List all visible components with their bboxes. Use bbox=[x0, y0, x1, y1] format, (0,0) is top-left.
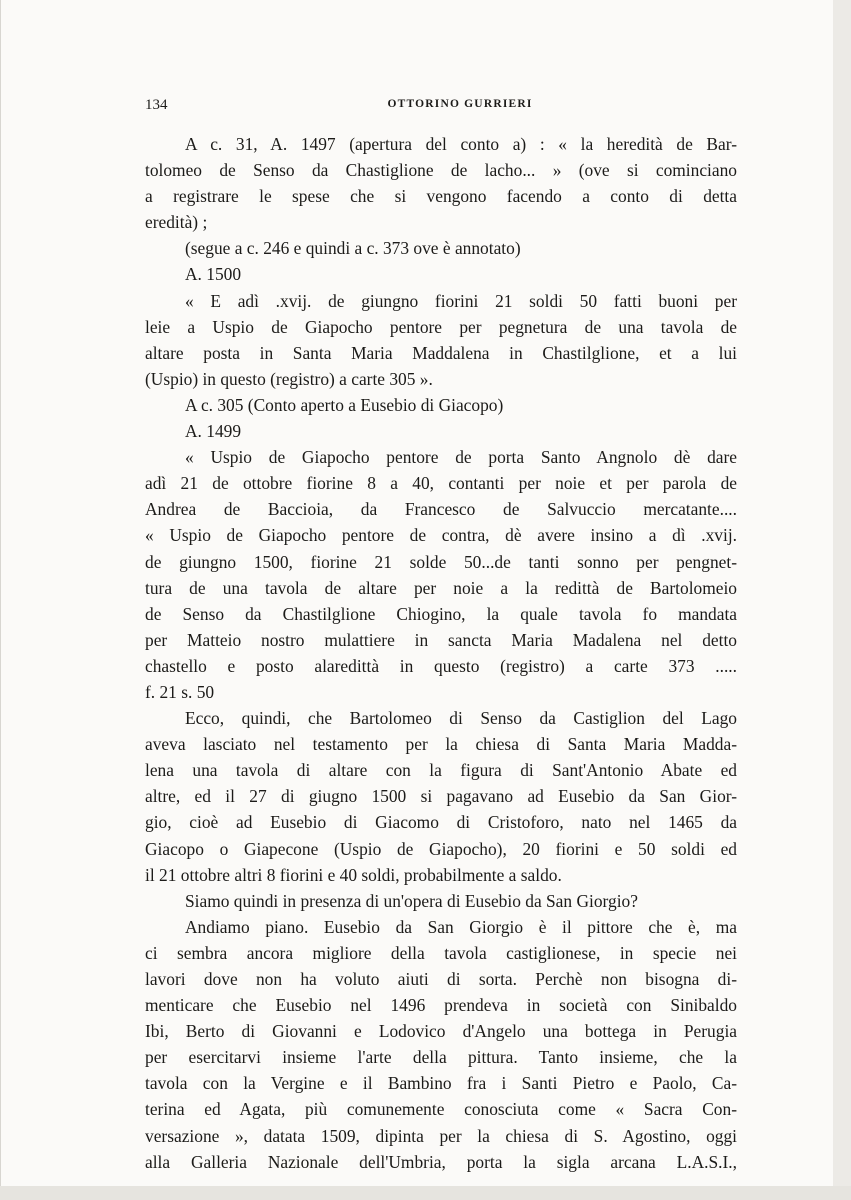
text-line: per esercitarvi insieme l'arte della pittura. Tanto insieme, che la bbox=[145, 1047, 737, 1068]
text-line: (Uspio) in questo (registro) a carte 305 ». bbox=[145, 368, 433, 389]
text-line: lavori dove non ha voluto aiuti di sorta. Perchè non bisogna di- bbox=[145, 969, 737, 989]
page-number: 134 bbox=[145, 97, 168, 113]
text-line: « Uspio de Giapocho pentore de contra, dè avere insino a dì .xvij. bbox=[145, 525, 737, 546]
text-line: A. 1500 bbox=[185, 264, 242, 285]
text-line: de Senso da Chastilglione Chiogino, la quale tavola fo mandata bbox=[145, 603, 737, 624]
text-line: Giacopo o Giapecone (Uspio de Giapocho), 20 fiorini e 50 soldi ed bbox=[145, 838, 737, 859]
text-line: adì 21 de ottobre fiorine 8 a 40, contanti per noie et per parola de bbox=[145, 473, 737, 494]
text-line: chastello e posto alaredittà in questo (registro) a carte 373 ..... bbox=[145, 655, 737, 676]
text-line: tura de una tavola de altare per noie a la redittà de Bartolomeio bbox=[145, 577, 737, 598]
text-line: terina ed Agata, più comunemente conosciuta come « Sacra Con- bbox=[145, 1099, 737, 1120]
text-line: per Matteio nostro mulattiere in sancta Maria Madalena nel detto bbox=[145, 629, 737, 650]
text-line: menticare che Eusebio nel 1496 prendeva in società con Sinibaldo bbox=[145, 995, 737, 1016]
scan-edge-bottom bbox=[0, 1186, 851, 1200]
text-line: eredità) ; bbox=[145, 212, 208, 233]
text-line: tolomeo de Senso da Chastiglione de lacho... » (ove si cominciano bbox=[145, 160, 737, 181]
text-line: il 21 ottobre altri 8 fiorini e 40 soldi, probabilmente a saldo. bbox=[145, 864, 562, 885]
text-line: gio, cioè ad Eusebio di Giacomo di Cristoforo, nato nel 1465 da bbox=[145, 812, 737, 833]
text-line: lena una tavola di altare con la figura di Sant'Antonio Abate ed bbox=[145, 760, 737, 781]
text-line: (segue a c. 246 e quindi a c. 373 ove è annotato) bbox=[185, 238, 521, 259]
text-line: Andrea de Baccioia, da Francesco de Salvuccio mercatante.... bbox=[145, 499, 737, 520]
text-line: altre, ed il 27 di giugno 1500 si pagavano ad Eusebio da San Gior- bbox=[145, 786, 737, 807]
text-line: ci sembra ancora migliore della tavola castiglionese, in specie nei bbox=[145, 942, 737, 963]
text-line: A c. 305 (Conto aperto a Eusebio di Giacopo) bbox=[185, 394, 504, 415]
running-head: OTTORINO GURRIERI bbox=[387, 98, 533, 110]
page-header bbox=[145, 97, 735, 119]
text-line: versazione », datata 1509, dipinta per la chiesa di S. Agostino, oggi bbox=[145, 1125, 737, 1146]
text-line: a registrare le spese che si vengono facendo a conto di detta bbox=[145, 186, 737, 207]
text-line: « Uspio de Giapocho pentore de porta Santo Angnolo dè dare bbox=[185, 447, 737, 468]
text-line: « E adì .xvij. de giungno fiorini 21 soldi 50 fatti buoni per bbox=[185, 290, 737, 311]
text-line: aveva lasciato nel testamento per la chiesa di Santa Maria Madda- bbox=[145, 734, 737, 755]
scan-edge-right bbox=[833, 0, 851, 1200]
text-line: altare posta in Santa Maria Maddalena in Chastilglione, et a lui bbox=[145, 342, 737, 363]
text-line: Siamo quindi in presenza di un'opera di Eusebio da San Giorgio? bbox=[185, 890, 638, 911]
text-line: alla Galleria Nazionale dell'Umbria, porta la sigla arcana L.A.S.I., bbox=[145, 1151, 737, 1172]
text-line: f. 21 s. 50 bbox=[145, 681, 215, 702]
text-line: leie a Uspio de Giapocho pentore per pegnetura de una tavola de bbox=[145, 316, 737, 337]
text-line: Ibi, Berto di Giovanni e Lodovico d'Angelo una bottega in Perugia bbox=[145, 1021, 737, 1042]
text-line: Ecco, quindi, che Bartolomeo di Senso da Castiglion del Lago bbox=[185, 708, 737, 729]
body-text bbox=[145, 131, 737, 1175]
text-line: A c. 31, A. 1497 (apertura del conto a) : « la heredità de Bar- bbox=[185, 134, 737, 154]
text-line: tavola con la Vergine e il Bambino fra i Santi Pietro e Paolo, Ca- bbox=[145, 1073, 737, 1094]
text-line: A. 1499 bbox=[185, 421, 242, 442]
text-line: de giungno 1500, fiorine 21 solde 50...de tanti sonno per pengnet- bbox=[145, 551, 737, 572]
text-line: Andiamo piano. Eusebio da San Giorgio è il pittore che è, ma bbox=[185, 916, 737, 937]
